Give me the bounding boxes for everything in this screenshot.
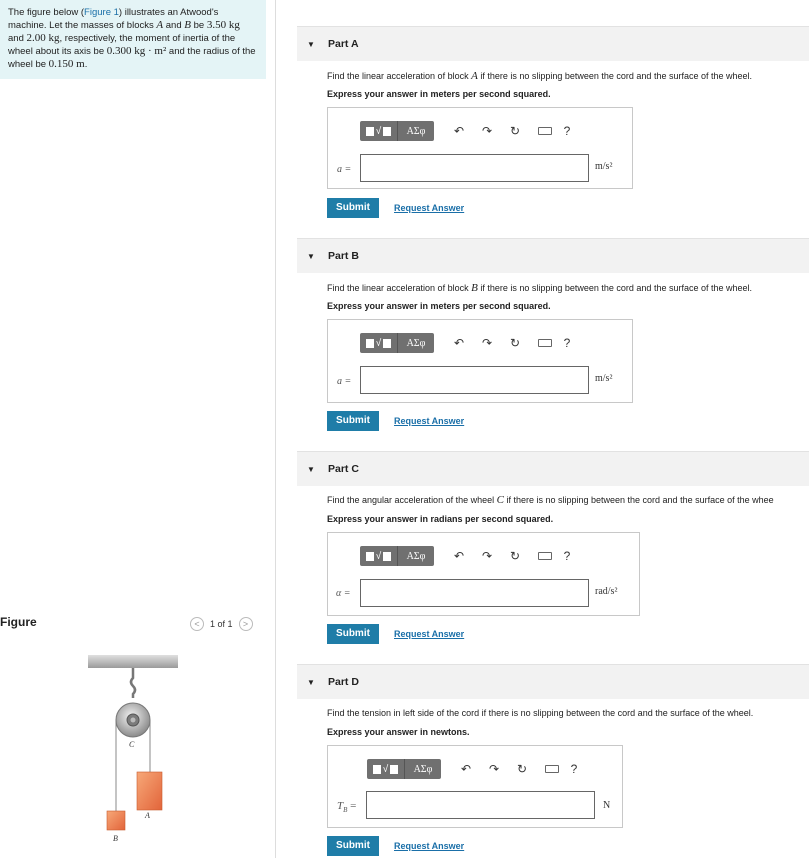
- part-c: [297, 451, 809, 651]
- panel-divider: [275, 0, 276, 858]
- question-text: Find the tension in left side of the cord if there is no slipping between the cord and the surface of the wheel.: [327, 708, 754, 718]
- part-title: Part B: [328, 250, 359, 262]
- unit-label: rad/s²: [595, 586, 618, 597]
- submit-button[interactable]: Submit: [327, 198, 379, 218]
- collapse-caret-icon[interactable]: ▼: [307, 40, 315, 49]
- undo-icon[interactable]: ↶: [460, 762, 472, 776]
- answer-box: [327, 532, 640, 616]
- answer-input[interactable]: [360, 154, 589, 182]
- figure-pager: [190, 617, 253, 631]
- variable-label: α =: [336, 588, 351, 599]
- help-icon[interactable]: ?: [563, 549, 571, 563]
- unit-label: N: [603, 800, 611, 811]
- math-toolbar: [367, 759, 581, 779]
- answer-input[interactable]: [360, 366, 589, 394]
- label-a: A: [145, 811, 150, 820]
- question-text: Find the linear acceleration of block B if there is no slipping between the cord and the surface of the wheel.: [327, 282, 752, 294]
- figure-link[interactable]: Figure 1: [84, 7, 119, 18]
- answer-input[interactable]: [366, 791, 595, 819]
- help-icon[interactable]: ?: [563, 124, 571, 138]
- answer-input[interactable]: [360, 579, 589, 607]
- greek-symbols-button[interactable]: ΑΣφ: [406, 550, 426, 562]
- express-instructions: Express your answer in meters per second squared.: [327, 301, 551, 311]
- label-b: B: [113, 834, 118, 843]
- unit-label: m/s²: [595, 161, 613, 172]
- question-text: Find the linear acceleration of block A if there is no slipping between the cord and the surface of the wheel.: [327, 70, 752, 82]
- part-d-header[interactable]: [297, 664, 809, 699]
- unit-label: m/s²: [595, 373, 613, 384]
- pager-label: 1 of 1: [210, 619, 233, 629]
- keyboard-icon[interactable]: [538, 124, 552, 138]
- figure-title: Figure: [0, 615, 37, 629]
- submit-button[interactable]: Submit: [327, 411, 379, 431]
- keyboard-icon[interactable]: [538, 549, 552, 563]
- variable-label: a =: [337, 376, 352, 387]
- answer-box: [327, 319, 633, 403]
- help-icon[interactable]: ?: [563, 336, 571, 350]
- part-a: [297, 26, 809, 226]
- reset-icon[interactable]: ↻: [509, 549, 521, 563]
- answer-box: [327, 745, 623, 828]
- block-a: [137, 772, 162, 810]
- answer-box: [327, 107, 633, 189]
- block-b: [107, 811, 125, 830]
- label-c: C: [129, 740, 135, 749]
- math-toolbar: [360, 121, 574, 141]
- templates-button[interactable]: √: [367, 759, 405, 779]
- redo-icon[interactable]: ↷: [488, 762, 500, 776]
- prev-figure-button[interactable]: <: [190, 617, 204, 631]
- request-answer-link[interactable]: Request Answer: [394, 203, 465, 213]
- question-text: Find the angular acceleration of the wheel C if there is no slipping between the cord and the surface of the whee: [327, 494, 774, 506]
- part-a-header[interactable]: [297, 26, 809, 61]
- greek-symbols-button[interactable]: ΑΣφ: [406, 337, 426, 349]
- next-figure-button[interactable]: >: [239, 617, 253, 631]
- atwood-machine-figure: [85, 648, 185, 848]
- left-panel: [0, 0, 275, 858]
- part-c-header[interactable]: [297, 451, 809, 486]
- undo-icon[interactable]: ↶: [453, 549, 465, 563]
- ceiling: [88, 655, 178, 668]
- math-toolbar: [360, 546, 574, 566]
- part-title: Part A: [328, 38, 359, 50]
- reset-icon[interactable]: ↻: [509, 124, 521, 138]
- greek-symbols-button[interactable]: ΑΣφ: [413, 763, 433, 775]
- problem-statement: The figure below (Figure 1) illustrates an Atwood's machine. Let the masses of blocks A and B be 3.50 kg and 2.00 kg, respectively, the moment of inertia of the wheel about its axis be 0.300 kg · m² and the radius of the wheel be 0.150 m.: [0, 0, 266, 79]
- hook: [131, 668, 135, 698]
- reset-icon[interactable]: ↻: [509, 336, 521, 350]
- variable-label: a =: [337, 164, 352, 175]
- pulley-axle: [131, 718, 136, 723]
- part-b: [297, 238, 809, 438]
- templates-button[interactable]: √: [360, 546, 398, 566]
- part-d: [297, 664, 809, 858]
- templates-button[interactable]: √: [360, 333, 398, 353]
- templates-button[interactable]: √: [360, 121, 398, 141]
- part-b-header[interactable]: [297, 238, 809, 273]
- submit-button[interactable]: Submit: [327, 836, 379, 856]
- part-title: Part C: [328, 463, 359, 475]
- request-answer-link[interactable]: Request Answer: [394, 416, 465, 426]
- redo-icon[interactable]: ↷: [481, 124, 493, 138]
- variable-label: $T_B$ =: [337, 800, 357, 815]
- submit-button[interactable]: Submit: [327, 624, 379, 644]
- help-icon[interactable]: ?: [570, 762, 578, 776]
- reset-icon[interactable]: ↻: [516, 762, 528, 776]
- collapse-caret-icon[interactable]: ▼: [307, 465, 315, 474]
- request-answer-link[interactable]: Request Answer: [394, 629, 465, 639]
- collapse-caret-icon[interactable]: ▼: [307, 678, 315, 687]
- express-instructions: Express your answer in newtons.: [327, 727, 470, 737]
- redo-icon[interactable]: ↷: [481, 549, 493, 563]
- undo-icon[interactable]: ↶: [453, 124, 465, 138]
- redo-icon[interactable]: ↷: [481, 336, 493, 350]
- collapse-caret-icon[interactable]: ▼: [307, 252, 315, 261]
- express-instructions: Express your answer in meters per second squared.: [327, 89, 551, 99]
- keyboard-icon[interactable]: [545, 762, 559, 776]
- part-title: Part D: [328, 676, 359, 688]
- undo-icon[interactable]: ↶: [453, 336, 465, 350]
- greek-symbols-button[interactable]: ΑΣφ: [406, 125, 426, 137]
- math-toolbar: [360, 333, 574, 353]
- express-instructions: Express your answer in radians per second squared.: [327, 514, 554, 524]
- keyboard-icon[interactable]: [538, 336, 552, 350]
- request-answer-link[interactable]: Request Answer: [394, 841, 465, 851]
